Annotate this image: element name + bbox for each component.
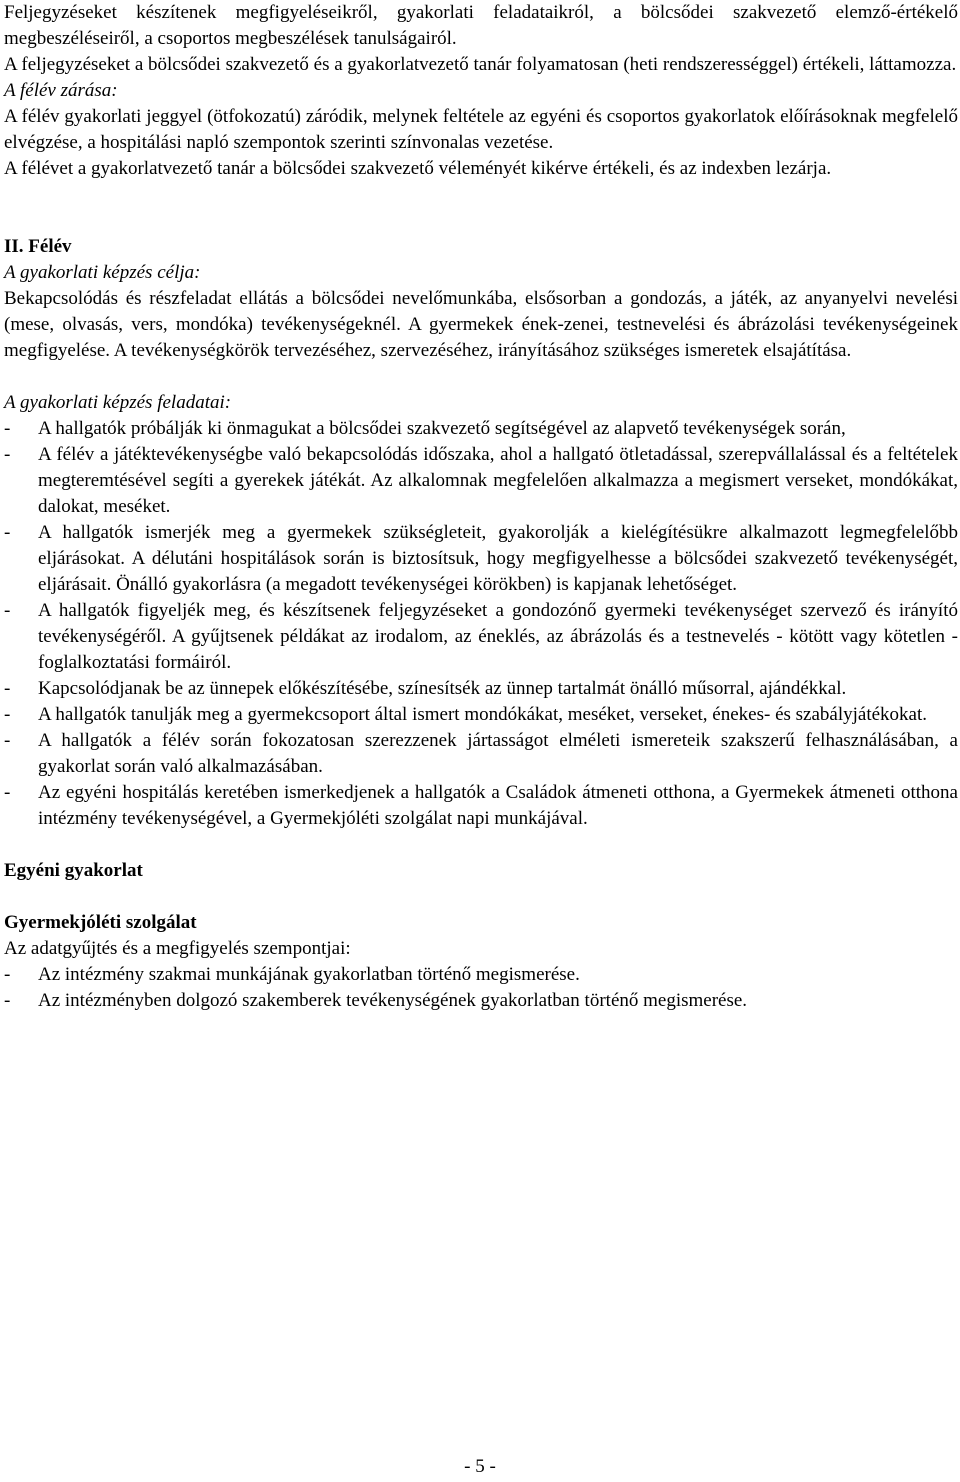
task-item: - A hallgatók tanulják meg a gyermekcsoport által ismert mondókákat, meséket, verseket, énekes- és szabályjátékokat. bbox=[4, 702, 958, 728]
spacer bbox=[4, 832, 958, 858]
welfare-intro: Az adatgyűjtés és a megfigyelés szempontjai: bbox=[4, 938, 351, 959]
tasks-heading: A gyakorlati képzés feladatai: bbox=[4, 392, 232, 413]
individual-practice-heading: Egyéni gyakorlat bbox=[4, 860, 143, 881]
closing-paragraph-1: A félév gyakorlati jeggyel (ötfokozatú) záródik, melynek feltétele az egyéni és csoportos gyakorlatok előírásoknak megfelelő elvégzése, a hospitálási napló szempontok szerinti színvonalas vezetése. bbox=[4, 106, 958, 153]
document-page bbox=[4, 0, 958, 1014]
spacer bbox=[4, 884, 958, 910]
spacer bbox=[4, 182, 958, 234]
tasks-list bbox=[4, 416, 958, 832]
intro-paragraph-2: A feljegyzéseket a bölcsődei szakvezető és a gyakorlatvezető tanár folyamatosan (heti rendszerességgel) értékeli, láttamozza. bbox=[4, 54, 957, 75]
task-item: - A hallgatók ismerjék meg a gyermekek szükségleteit, gyakorolják a kielégítésükre alkalmazott legmegfelelőbb eljárásokat. A délutáni hospitálások során is biztosítsuk, hogy megfigyelhesse a bölcsődei szakvezető tevékenységét, eljárásait. Önálló gyakorlásra (a megadott tevékenységei körökben) is kapjanak lehetőséget. bbox=[4, 520, 958, 598]
task-item: - A hallgatók a félév során fokozatosan szerezzenek jártasságot elméleti ismereteik szakszerű felhasználásában, a gyakorlat során való alkalmazásában. bbox=[4, 728, 958, 780]
closing-paragraph-2: A félévet a gyakorlatvezető tanár a bölcsődei szakvezető véleményét kikérve értékeli, és az indexben lezárja. bbox=[4, 158, 832, 179]
goal-heading: A gyakorlati képzés célja: bbox=[4, 262, 201, 283]
intro-paragraph-1: Feljegyzéseket készítenek megfigyeléseikről, gyakorlati feladataikról, a bölcsődei szakvezető elemző-értékelő megbeszéléseiről, a csoportos megbeszélések tanulságairól. bbox=[4, 2, 958, 49]
welfare-service-heading: Gyermekjóléti szolgálat bbox=[4, 912, 197, 933]
page-number: - 5 - bbox=[464, 1456, 496, 1477]
welfare-list bbox=[4, 962, 958, 1014]
semester-title: II. Félév bbox=[4, 236, 72, 257]
welfare-item: - Az intézményben dolgozó szakemberek tevékenységének gyakorlatban történő megismerése. bbox=[4, 988, 958, 1014]
task-item: - A hallgatók figyeljék meg, és készítsenek feljegyzéseket a gondozónő gyermeki tevékenységet szervező és irányító tevékenységéről. A gyűjtsenek példákat az irodalom, az éneklés, az ábrázolás és a testnevelés - kötött vagy kötetlen - foglalkoztatási formáiról. bbox=[4, 598, 958, 676]
task-item: - A félév a játéktevékenységbe való bekapcsolódás időszaka, ahol a hallgató ötletadással, szerepvállalással és a feltételek megteremtésével segíti a gyerekek játékát. Az alkalomnak megfelelően alkalmazza a megismert verseket, mondókákat, dalokat, meséket. bbox=[4, 442, 958, 520]
task-item: - Az egyéni hospitálás keretében ismerkedjenek a hallgatók a Családok átmeneti otthona, a Gyermekek átmeneti otthona intézmény tevékenységével, a Gyermekjóléti szolgálat napi munkájával. bbox=[4, 780, 958, 832]
goal-paragraph: Bekapcsolódás és részfeladat ellátás a bölcsődei nevelőmunkába, elsősorban a gondozás, a játék, az anyanyelvi nevelési (mese, olvasás, vers, mondóka) tevékenységeknél. A gyermekek ének-zenei, testnevelési és ábrázolási tevékenységeinek megfigyelése. A tevékenységkörök tervezéséhez, szervezéséhez, irányításához szükséges ismeretek elsajátítása. bbox=[4, 288, 958, 361]
closing-heading: A félév zárása: bbox=[4, 80, 118, 101]
task-item: - Kapcsolódjanak be az ünnepek előkészítésébe, színesítsék az ünnep tartalmát önálló műsorral, ajándékkal. bbox=[4, 676, 958, 702]
spacer bbox=[4, 364, 958, 390]
task-item: - A hallgatók próbálják ki önmagukat a bölcsődei szakvezető segítségével az alapvető tevékenységek során, bbox=[4, 416, 958, 442]
welfare-item: - Az intézmény szakmai munkájának gyakorlatban történő megismerése. bbox=[4, 962, 958, 988]
